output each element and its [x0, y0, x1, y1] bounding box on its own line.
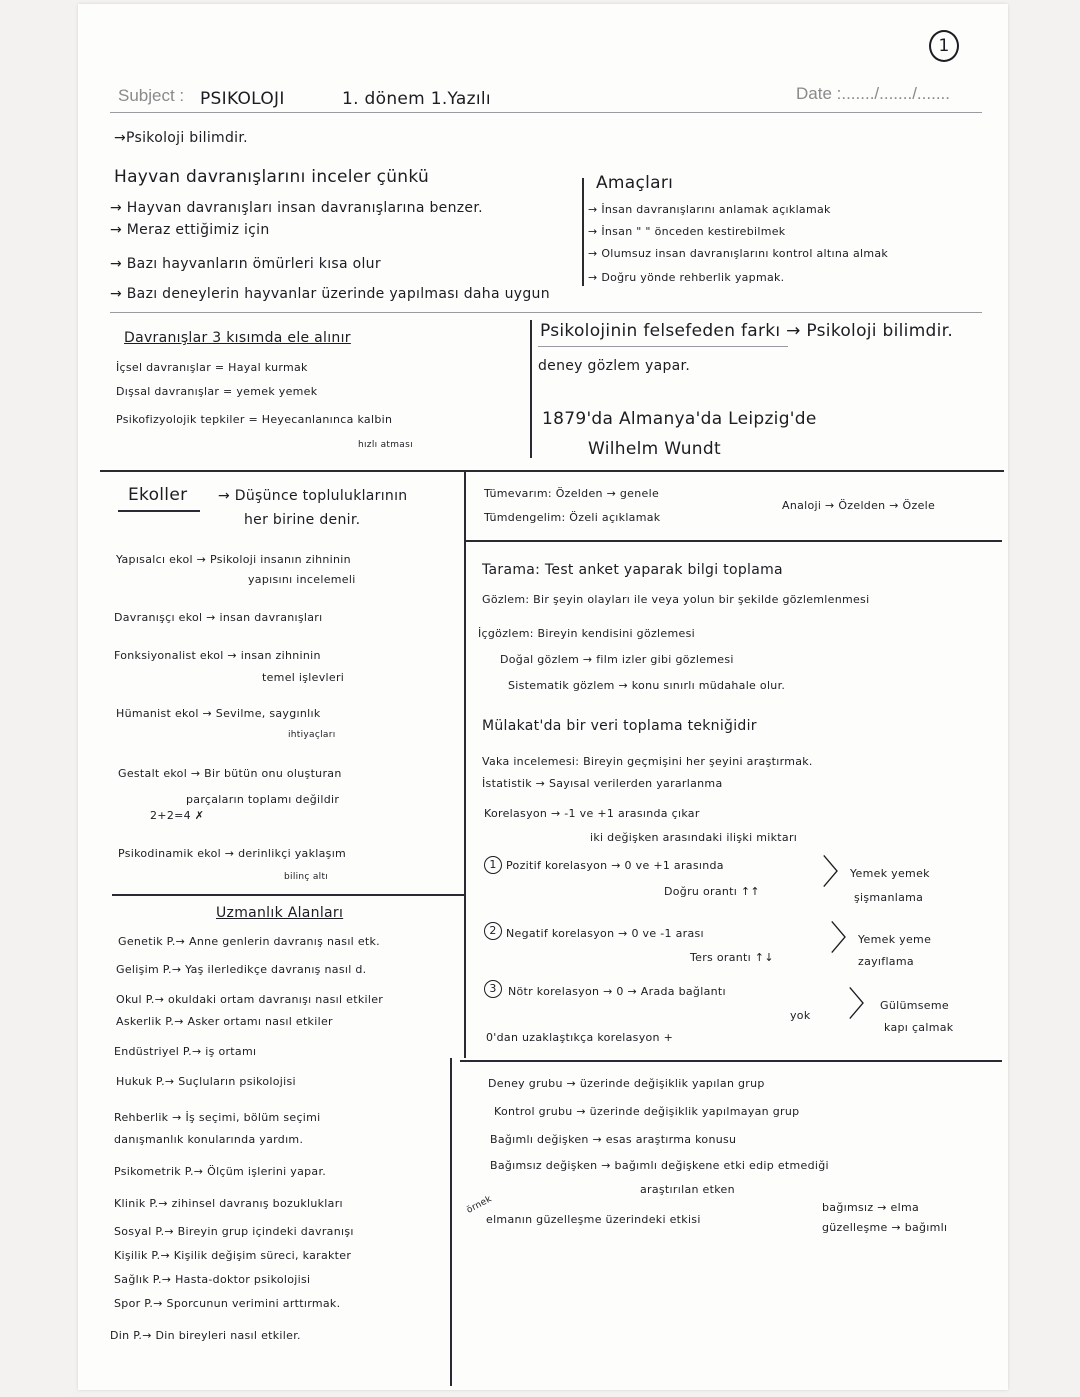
davranislar-item: Dışsal davranışlar = yemek yemek: [116, 385, 318, 398]
arastirma-item: Gözlem: Bir şeyin olayları ile veya yolun bir şekilde gözlemlenmesi: [482, 593, 870, 606]
felsefe-underline: [538, 346, 788, 347]
ekol-item: 2+2=4 ✗: [150, 809, 205, 822]
ekol-item: temel işlevleri: [262, 671, 345, 684]
date-label: Date :......./......./.......: [796, 84, 950, 103]
ekol-item: Psikodinamik ekol → derinlikçi yaklaşım: [118, 847, 347, 860]
ekol-item: yapısını incelemeli: [248, 573, 356, 586]
amaclari-title: Amaçları: [596, 173, 674, 193]
subject-value: PSIKOLOJI: [200, 89, 285, 109]
header-rule: [110, 112, 982, 113]
tumevarim: Tümevarım: Özelden → genele: [484, 487, 660, 500]
davranislar-title: Davranışlar 3 kısımda ele alınır: [124, 330, 351, 346]
uzmanlik-item: Sosyal P.→ Bireyin grup içindeki davranışı: [114, 1225, 354, 1238]
pozitif-korelasyon: Pozitif korelasyon → 0 ve +1 arasında: [506, 859, 724, 872]
subject-label: Subject :: [118, 86, 185, 105]
uzmanlik-item: Spor P.→ Sporcunun verimini arttırmak.: [114, 1297, 341, 1310]
notr-example: Gülümseme: [880, 999, 949, 1012]
davranislar-item: hızlı atması: [358, 440, 413, 450]
brace-icon: 〉: [848, 985, 882, 1025]
uzmanlik-item: Askerlik P.→ Asker ortamı nasıl etkiler: [116, 1015, 333, 1028]
hayvan-item: → Bazı hayvanların ömürleri kısa olur: [110, 256, 381, 272]
hayvan-item: → Hayvan davranışları insan davranışlarına benzer.: [110, 200, 483, 216]
uzmanlik-item: Gelişim P.→ Yaş ilerledikçe davranış nasıl d.: [116, 963, 367, 976]
uzmanlik-item: Kişilik P.→ Kişilik değişim süreci, karakter: [114, 1249, 352, 1262]
section-rule: [100, 470, 1004, 472]
ekol-item: Davranışçı ekol → insan davranışları: [114, 611, 323, 624]
section-rule: [466, 540, 1002, 542]
arastirma-item: Mülakat'da bir veri toplama tekniğidir: [482, 718, 757, 734]
arastirma-item: Vaka incelemesi: Bireyin geçmişini her şeyini araştırmak.: [482, 755, 813, 768]
ornek-text: elmanın güzelleşme üzerindeki etkisi: [486, 1213, 701, 1226]
uzaklastikca: 0'dan uzaklaştıkça korelasyon +: [486, 1031, 674, 1044]
ekoller-title: Ekoller: [128, 485, 188, 505]
ekol-item: Gestalt ekol → Bir bütün onu oluşturan: [118, 767, 342, 780]
divider: [464, 470, 466, 1058]
hayvan-title: Hayvan davranışlarını inceler çünkü: [114, 167, 430, 187]
deney-item: Kontrol grubu → üzerinde değişiklik yapılmayan grup: [494, 1105, 800, 1118]
pozitif-example: Yemek yemek: [850, 867, 930, 880]
intro-text: →Psikoloji bilimdir.: [114, 130, 248, 146]
brace-icon: 〉: [830, 919, 864, 959]
ekol-item: ihtiyaçları: [288, 730, 336, 740]
davranislar-item: Psikofizyolojik tepkiler = Heyecanlanınca kalbin: [116, 413, 393, 426]
brace-icon: 〉: [822, 853, 856, 893]
arastirma-item: Korelasyon → -1 ve +1 arasında çıkar: [484, 807, 700, 820]
negatif-example: zayıflama: [858, 955, 914, 968]
page-number: 1: [929, 30, 959, 62]
felsefe-line: Wilhelm Wundt: [588, 439, 721, 459]
tumdengelim: Tümdengelim: Özeli açıklamak: [484, 511, 661, 524]
uzmanlik-item: Hukuk P.→ Suçluların psikolojisi: [116, 1075, 296, 1088]
term-label: 1. dönem 1.Yazılı: [342, 89, 491, 109]
deney-item: Bağımsız değişken → bağımlı değişkene etki edip etmediği: [490, 1159, 829, 1172]
davranislar-item: İçsel davranışlar = Hayal kurmak: [116, 361, 308, 374]
uzmanlik-item: Din P.→ Din bireyleri nasıl etkiler.: [110, 1329, 301, 1342]
amaclari-item: → İnsan davranışlarını anlamak açıklamak: [588, 203, 831, 216]
uzmanlik-item: Rehberlik → İş seçimi, bölüm seçimi: [114, 1111, 321, 1124]
divider: [530, 320, 532, 458]
notr-number: 3: [484, 980, 502, 998]
ornek-tag: örnek: [465, 1194, 494, 1216]
negatif-orant: Ters orantı ↑↓: [690, 951, 774, 964]
uzmanlik-item: Sağlık P.→ Hasta-doktor psikolojisi: [114, 1273, 311, 1286]
ekol-item: parçaların toplamı değildir: [186, 793, 340, 806]
negatif-number: 2: [484, 922, 502, 940]
uzmanlik-item: Klinik P.→ zihinsel davranış bozuklukları: [114, 1197, 343, 1210]
notr-example: kapı çalmak: [884, 1021, 954, 1034]
amaclari-item: → Olumsuz insan davranışlarını kontrol altına almak: [588, 247, 889, 260]
sonuc-text: güzelleşme → bağımlı: [822, 1221, 948, 1234]
pozitif-orant: Doğru orantı ↑↑: [664, 885, 760, 898]
arastirma-item: iki değişken arasındaki ilişki miktarı: [590, 831, 798, 844]
arastirma-item: İçgözlem: Bireyin kendisini gözlemesi: [478, 627, 695, 640]
ekoller-def: her birine denir.: [244, 512, 361, 528]
divider: [450, 1058, 452, 1386]
arastirma-item: Sistematik gözlem → konu sınırlı müdahale olur.: [508, 679, 786, 692]
ekol-item: Hümanist ekol → Sevilme, saygınlık: [116, 707, 321, 720]
deney-item: araştırılan etken: [640, 1183, 735, 1196]
pozitif-example: şişmanlama: [854, 891, 924, 904]
ekol-item: Yapısalcı ekol → Psikoloji insanın zihninin: [116, 553, 351, 566]
pozitif-number: 1: [484, 856, 502, 874]
ekoller-def: → Düşünce topluluklarının: [218, 488, 408, 504]
felsefe-line: 1879'da Almanya'da Leipzig'de: [542, 409, 817, 429]
deney-item: Bağımlı değişken → esas araştırma konusu: [490, 1133, 737, 1146]
divider: [582, 178, 584, 286]
felsefe-line: deney gözlem yapar.: [538, 358, 691, 374]
arastirma-item: İstatistik → Sayısal verilerden yararlanma: [482, 777, 723, 790]
section-rule: [460, 1060, 1002, 1062]
uzmanlik-item: danışmanlık konularında yardım.: [114, 1133, 304, 1146]
sonuc-text: bağımsız → elma: [822, 1201, 920, 1214]
amaclari-item: → İnsan " " önceden kestirebilmek: [588, 225, 786, 238]
section-rule: [110, 312, 982, 313]
uzmanlik-item: Genetik P.→ Anne genlerin davranış nasıl etk.: [118, 935, 380, 948]
hayvan-item: → Bazı deneylerin hayvanlar üzerinde yapılması daha uygun: [110, 286, 550, 302]
deney-item: Deney grubu → üzerinde değişiklik yapılan grup: [488, 1077, 765, 1090]
negatif-korelasyon: Negatif korelasyon → 0 ve -1 arası: [506, 927, 704, 940]
felsefe-title: Psikolojinin felsefeden farkı → Psikoloji bilimdir.: [540, 321, 954, 341]
uzmanlik-title: Uzmanlık Alanları: [216, 905, 344, 921]
arastirma-item: Tarama: Test anket yaparak bilgi toplama: [482, 562, 783, 578]
ekoller-underline: [118, 510, 200, 512]
notr-korelasyon: Nötr korelasyon → 0 → Arada bağlantı: [508, 985, 726, 998]
uzmanlik-item: Okul P.→ okuldaki ortam davranışı nasıl etkiler: [116, 993, 384, 1006]
uzmanlik-item: Endüstriyel P.→ iş ortamı: [114, 1045, 257, 1058]
negatif-example: Yemek yeme: [858, 933, 932, 946]
section-rule: [112, 894, 464, 896]
uzmanlik-item: Psikometrik P.→ Ölçüm işlerini yapar.: [114, 1165, 327, 1178]
ekol-item: bilinç altı: [284, 872, 329, 882]
ekol-item: Fonksiyonalist ekol → insan zihninin: [114, 649, 321, 662]
amaclari-item: → Doğru yönde rehberlik yapmak.: [588, 271, 785, 284]
arastirma-item: Doğal gözlem → film izler gibi gözlemesi: [500, 653, 734, 666]
notr-detail: yok: [790, 1009, 811, 1022]
analoji: Analoji → Özelden → Özele: [782, 499, 936, 512]
hayvan-item: → Meraz ettiğimiz için: [110, 222, 270, 238]
